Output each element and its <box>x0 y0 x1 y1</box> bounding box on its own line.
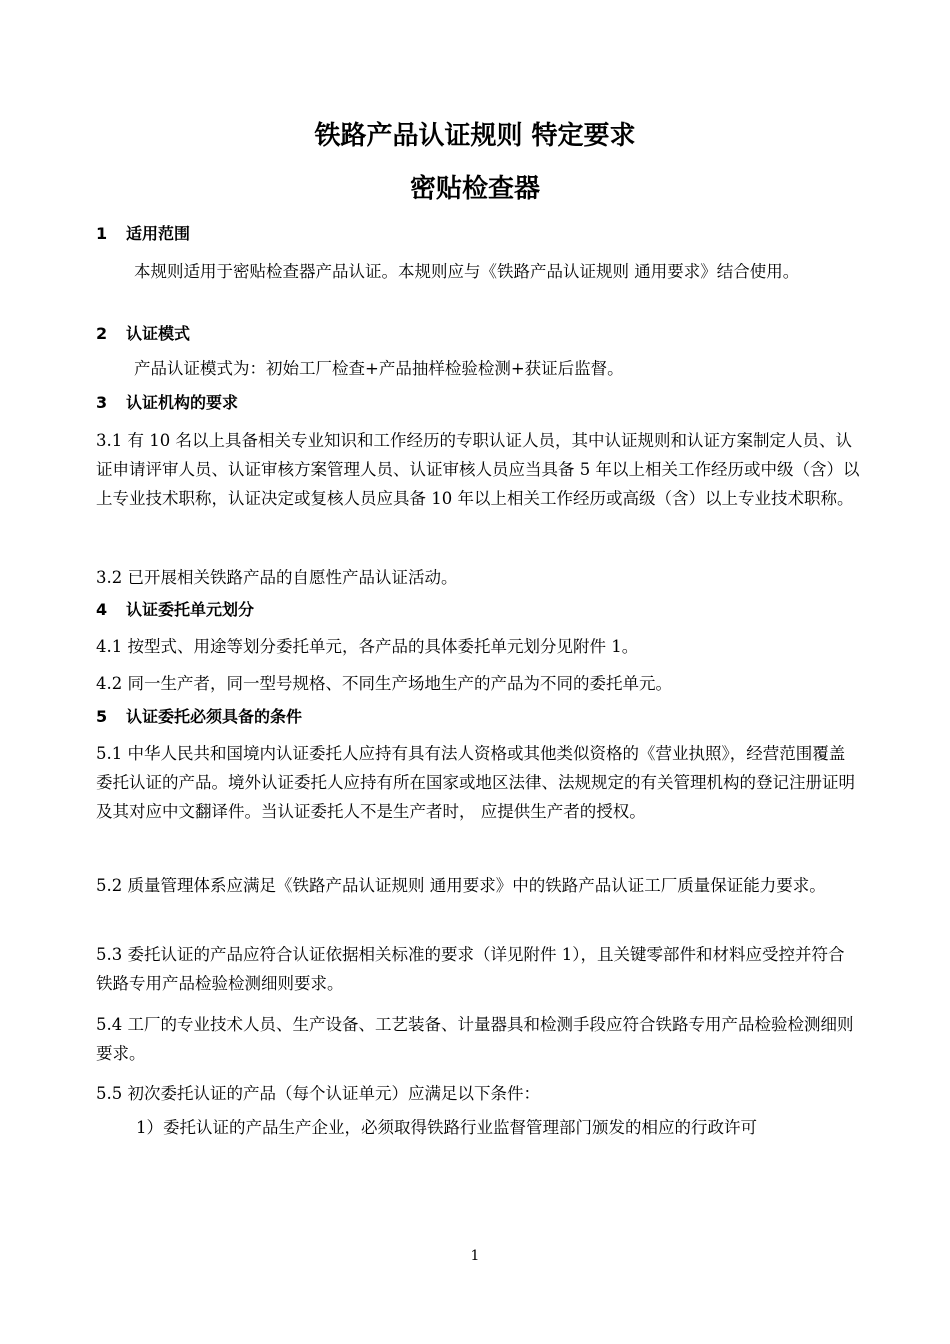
section-number: 5 <box>96 707 108 726</box>
section-2-heading <box>96 324 190 344</box>
section-number: 1 <box>96 224 108 243</box>
section-title: 认证委托单元划分 <box>126 600 255 619</box>
section-number: 3 <box>96 393 108 412</box>
clause-5-5: 5.5 初次委托认证的产品（每个认证单元）应满足以下条件： <box>96 1084 540 1103</box>
clause-4-2: 4.2 同一生产者，同一型号规格、不同生产场地生产的产品为不同的委托单元。 <box>96 674 672 693</box>
section-title: 认证机构的要求 <box>126 393 239 412</box>
clause-5-2: 5.2 质量管理体系应满足《铁路产品认证规则 通用要求》中的铁路产品认证工厂质量保证能力要求。 <box>96 876 826 895</box>
document-title: 铁路产品认证规则 特定要求 <box>314 121 636 151</box>
clause-5-3: 5.3 委托认证的产品应符合认证依据相关标准的要求（详见附件 1），且关键零部件和材料应受控并符合铁路专用产品检验检测细则要求。 <box>96 945 845 993</box>
document-subtitle: 密贴检查器 <box>409 174 540 204</box>
section-title: 认证模式 <box>126 324 191 343</box>
section-1-heading <box>96 224 190 244</box>
section-4-heading <box>96 600 254 620</box>
clause-5-5-item-1: 1）委托认证的产品生产企业，必须取得铁路行业监督管理部门颁发的相应的行政许可 <box>136 1118 757 1137</box>
clause-5-1: 5.1 中华人民共和国境内认证委托人应持有具有法人资格或其他类似资格的《营业执照》，经营范围覆盖委托认证的产品。境外认证委托人应持有所在国家或地区法律、法规规定的有关管理机构的登记注册证明及其对应中文翻译件。当认证委托人不是生产者时， 应提供生产者的授权。 <box>96 744 855 821</box>
section-3-heading <box>96 393 238 413</box>
section-1-body: 本规则适用于密贴检查器产品认证。本规则应与《铁路产品认证规则 通用要求》结合使用。 <box>134 262 800 281</box>
page-number: 1 <box>470 1248 480 1264</box>
section-2-body: 产品认证模式为：初始工厂检查+产品抽样检验检测+获证后监督。 <box>134 359 624 378</box>
section-title: 适用范围 <box>126 224 191 243</box>
clause-4-1: 4.1 按型式、用途等划分委托单元，各产品的具体委托单元划分见附件 1。 <box>96 637 639 656</box>
section-5-heading <box>96 707 302 727</box>
clause-3-1: 3.1 有 10 名以上具备相关专业知识和工作经历的专职认证人员，其中认证规则和认证方案制定人员、认证申请评审人员、认证审核方案管理人员、认证审核人员应当具备 5 年以上相关工作经历或中级（含）以上专业技术职称，认证决定或复核人员应具备 10 年以上相关工作经历或高级（含）以上专业技术职称。 <box>96 431 860 508</box>
clause-3-2: 3.2 已开展相关铁路产品的自愿性产品认证活动。 <box>96 568 458 587</box>
section-number: 2 <box>96 324 108 343</box>
section-title: 认证委托必须具备的条件 <box>126 707 303 726</box>
section-number: 4 <box>96 600 108 619</box>
clause-5-4: 5.4 工厂的专业技术人员、生产设备、工艺装备、计量器具和检测手段应符合铁路专用产品检验检测细则要求。 <box>96 1015 854 1063</box>
